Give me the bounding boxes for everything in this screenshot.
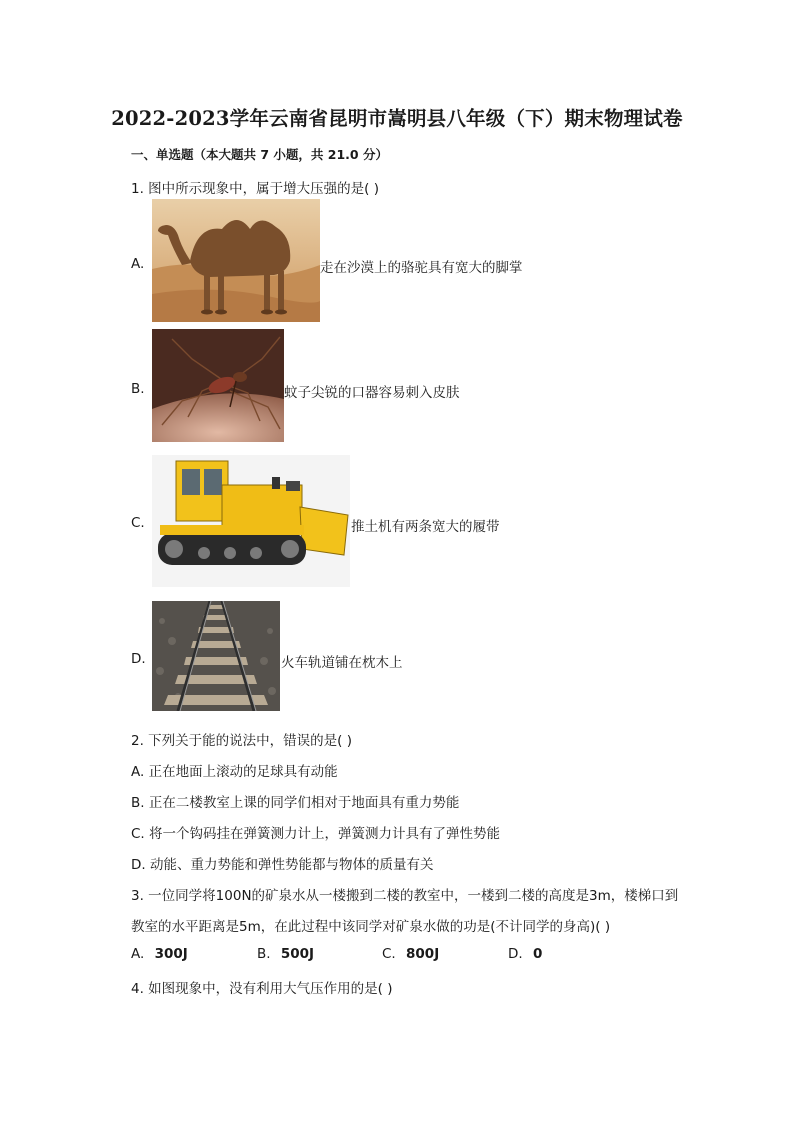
q3-option-d-value: 0 bbox=[532, 946, 543, 962]
bulldozer-image bbox=[152, 455, 350, 587]
q3-option-b-value: 500J bbox=[280, 946, 315, 962]
q3-option-a-value: 300J bbox=[154, 946, 188, 962]
q1-option-c-label: C. bbox=[131, 515, 145, 531]
camel-image bbox=[152, 199, 320, 322]
q2-option-b: B. 正在二楼教室上课的同学们相对于地面具有重力势能 bbox=[131, 795, 460, 811]
q1-option-a-label: A. bbox=[131, 256, 145, 272]
q2-option-c: C. 将一个钩码挂在弹簧测力计上，弹簧测力计具有了弹性势能 bbox=[131, 826, 501, 842]
q1-option-c-text: 推土机有两条宽大的履带 bbox=[351, 519, 500, 535]
q3-option-b-label: B. bbox=[257, 946, 271, 962]
q1-option-d-text: 火车轨道铺在枕木上 bbox=[281, 655, 403, 671]
question-3-stem-line1: 3. 一位同学将100N的矿泉水从一楼搬到二楼的教室中，一楼到二楼的高度是3m，楼梯口到 bbox=[131, 888, 679, 904]
q2-option-d: D. 动能、重力势能和弹性势能都与物体的质量有关 bbox=[131, 857, 434, 873]
bulldozer-photo bbox=[152, 455, 350, 587]
q3-option-d bbox=[508, 946, 542, 962]
q1-option-a-text: 走在沙漠上的骆驼具有宽大的脚掌 bbox=[320, 260, 523, 276]
q1-option-d-label: D. bbox=[131, 651, 146, 667]
mosquito-photo bbox=[152, 329, 284, 442]
q3-option-a bbox=[131, 946, 188, 962]
section-heading: 一、单选题（本大题共 7 小题，共 21.0 分） bbox=[131, 147, 388, 162]
camel-photo bbox=[152, 199, 320, 322]
q1-option-b-label: B. bbox=[131, 381, 145, 397]
page-title: 2022-2023学年云南省昆明市嵩明县八年级（下）期末物理试卷 bbox=[111, 107, 683, 130]
question-1-stem: 1. 图中所示现象中，属于增大压强的是( ) bbox=[131, 181, 379, 197]
railway-photo bbox=[152, 601, 280, 711]
q3-option-d-label: D. bbox=[508, 946, 523, 962]
q3-option-c-value: 800J bbox=[406, 946, 440, 962]
mosquito-image bbox=[152, 329, 284, 442]
railway-image bbox=[152, 601, 280, 711]
question-2-stem: 2. 下列关于能的说法中，错误的是( ) bbox=[131, 733, 352, 749]
q3-option-b bbox=[257, 946, 314, 962]
q2-option-a: A. 正在地面上滚动的足球具有动能 bbox=[131, 764, 338, 780]
q3-option-c bbox=[382, 946, 439, 962]
q1-option-b-text: 蚊子尖锐的口器容易刺入皮肤 bbox=[284, 385, 460, 401]
q3-option-a-label: A. bbox=[131, 946, 145, 962]
q3-option-c-label: C. bbox=[382, 946, 396, 962]
question-3-stem-line2: 教室的水平距离是5m，在此过程中该同学对矿泉水做的功是(不计同学的身高)( ) bbox=[131, 919, 611, 935]
question-4-stem: 4. 如图现象中，没有利用大气压作用的是( ) bbox=[131, 981, 393, 997]
